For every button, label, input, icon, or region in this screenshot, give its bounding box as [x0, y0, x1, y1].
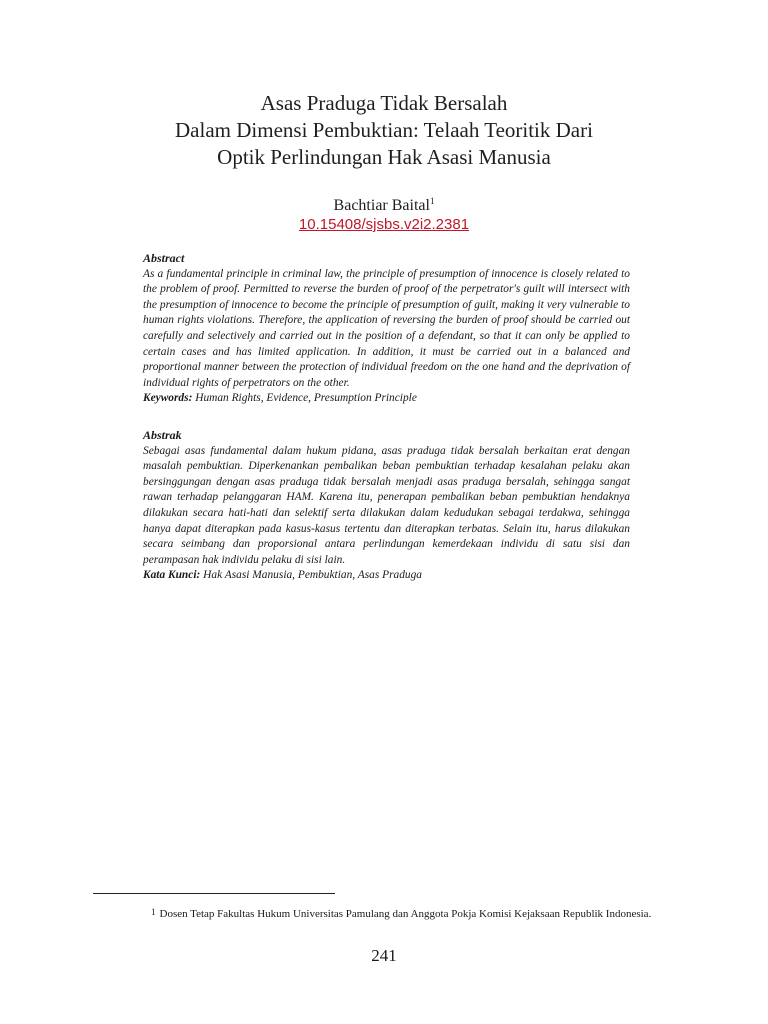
kata-kunci-label: Kata Kunci: [143, 569, 201, 582]
abstract-heading: Abstract [143, 251, 185, 265]
paper-title [60, 90, 708, 171]
author-footnote-mark[interactable]: 1 [429, 196, 435, 206]
abstract-indonesian [143, 428, 630, 584]
footnote [93, 904, 671, 922]
abstrak-text: Sebagai asas fundamental dalam hukum pidana, asas praduga tidak bersalah berkaitan erat dengan masalah pembuktian. Diperkenankan pembalikan beban pembuktian terhadap kesalahan pelaku akan bersinggungan dengan asas praduga tidak bersalah menjadi asas praduga bersalah, sehingga sangat rawan terhadap pelanggaran HAM. Karena itu, penerapan pembalikan beban pembuktian hendaknya dilakukan secara hati-hati dan selektif serta dilakukan dalam kedudukan sebagai terdakwa, sehingga hanya dapat diterapkan pada kasus-kasus tertentu dan diterapkan terbatas. Selain itu, harus dilakukan secara seimbang dan proporsional antara perlindungan kemerdekaan individu di satu sisi dan perampasan hak individu pelaku di sisi lain. [143, 444, 630, 566]
doi-link[interactable]: 10.15408/sjsbs.v2i2.2381 [298, 216, 470, 233]
footnote-separator [93, 893, 335, 894]
title-line-2: Dalam Dimensi Pembuktian: Telaah Teoritik Dari [175, 118, 593, 142]
kata-kunci-value: Hak Asasi Manusia, Pembuktian, Asas Praduga [203, 569, 422, 582]
title-line-3: Optik Perlindungan Hak Asasi Manusia [217, 145, 551, 169]
kata-kunci-line [143, 568, 630, 584]
footnote-mark: 1 [151, 907, 156, 917]
abstrak-heading: Abstrak [143, 428, 182, 442]
keywords-line [143, 391, 630, 407]
author-line [0, 196, 768, 215]
page-number: 241 [371, 946, 397, 965]
footnote-text: Dosen Tetap Fakultas Hukum Universitas Pamulang dan Anggota Pokja Komisi Kejaksaan Republik Indonesia. [159, 908, 652, 920]
abstract-text: As a fundamental principle in criminal law, the principle of presumption of innocence is closely related to the problem of proof. Permitted to reverse the burden of proof of the perpetrator's guilt will intersect with the presumption of innocence to become the principle of presumption of guilt, making it very vulnerable to human rights violations. Therefore, the application of reversing the burden of proof should be carried out carefully and selectively and carried out in the position of a defendant, so that it can only be applied to certain cases and has limited application. In addition, it must be carried out in a balanced and proportional manner between the protection of individual freedom on the one hand and the deprivation of individual rights of perpetrators on the other. [143, 267, 630, 389]
title-line-1: Asas Praduga Tidak Bersalah [260, 91, 508, 115]
keywords-value: Human Rights, Evidence, Presumption Principle [195, 392, 417, 405]
abstract-english [143, 251, 630, 407]
doi-line [0, 216, 768, 233]
keywords-label: Keywords: [143, 392, 193, 405]
author-name: Bachtiar Baital [333, 197, 430, 214]
